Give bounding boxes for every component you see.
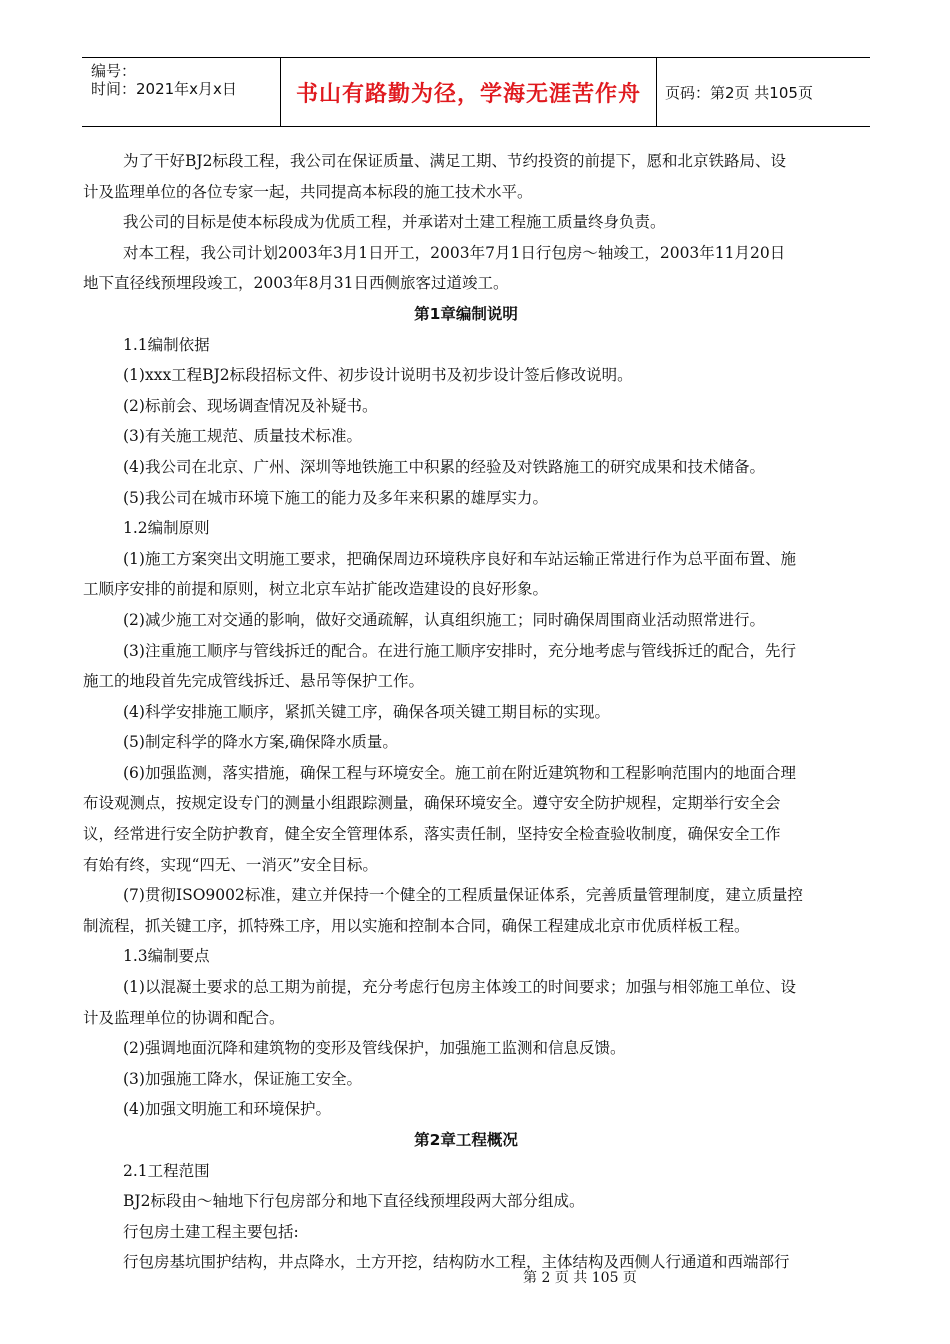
header-left-cell: [82, 58, 281, 126]
chapter-heading: 第2章工程概况: [414, 1131, 518, 1149]
paragraph-line: 1.3编制要点: [123, 947, 210, 966]
paragraph-line: 我公司的目标是使本标段成为优质工程，并承诺对土建工程施工质量终身负责。: [123, 213, 666, 232]
paragraph-continuation-line: 地下直径线预埋段竣工，2003年8月31日西侧旅客过道竣工。: [83, 274, 509, 293]
paragraph-line: (5)我公司在城市环境下施工的能力及多年来积累的雄厚实力。: [123, 488, 548, 507]
paragraph-continuation-line: 有始有终，实现“四无、一消灭”安全目标。: [83, 855, 378, 874]
paragraph-continuation-line: 施工的地段首先完成管线拆迁、悬吊等保护工作。: [83, 672, 425, 691]
page-footer: [0, 1267, 950, 1287]
chapter-heading: 第1章编制说明: [414, 304, 518, 323]
paragraph-line: BJ2标段由～轴地下行包房部分和地下直径线预埋段两大部分组成。: [123, 1192, 585, 1211]
document-time-label: 时间：2021年x月x日: [91, 80, 237, 98]
paragraph-continuation-line: 制流程，抓关键工序，抓特殊工序，用以实施和控制本合同，确保工程建成北京市优质样板工程。: [83, 916, 750, 935]
paragraph-line: (4)我公司在北京、广州、深圳等地铁施工中积累的经验及对铁路施工的研究成果和技术储备。: [123, 457, 765, 476]
paragraph-line: 为了干好BJ2标段工程，我公司在保证质量、满足工期、节约投资的前提下，愿和北京铁路局、设: [123, 152, 786, 170]
paragraph-continuation-line: 布设观测点，按规定设专门的测量小组跟踪测量，确保环境安全。遵守安全防护规程，定期举行安全会: [83, 794, 781, 813]
paragraph-continuation-line: 工顺序安排的前提和原则，树立北京车站扩能改造建设的良好形象。: [83, 580, 549, 599]
paragraph-line: 行包房土建工程主要包括:: [123, 1222, 299, 1241]
document-number-label: 编号：: [91, 62, 137, 80]
paragraph-line: (1)施工方案突出文明施工要求，把确保周边环境秩序良好和车站运输正常进行作为总平面布置、施: [123, 549, 796, 568]
paragraph-line: (4)加强文明施工和环境保护。: [123, 1100, 331, 1119]
page-header: [82, 57, 870, 127]
paragraph-line: (1)以混凝土要求的总工期为前提，充分考虑行包房主体竣工的时间要求；加强与相邻施工单位、设: [123, 978, 796, 997]
paragraph-line: (2)标前会、现场调查情况及补疑书。: [123, 396, 378, 415]
paragraph-line: 1.2编制原则: [123, 519, 210, 538]
paragraph-line: (6)加强监测，落实措施，确保工程与环境安全。施工前在附近建筑物和工程影响范围内的地面合理: [123, 763, 796, 782]
paragraph-line: (7)贯彻ISO9002标准，建立并保持一个健全的工程质量保证体系，完善质量管理制度，建立质量控: [123, 886, 803, 905]
footer-page-number: 第 2 页 共 105 页: [523, 1270, 637, 1286]
document-body: [83, 146, 849, 1278]
paragraph-line: (2)减少施工对交通的影响，做好交通疏解，认真组织施工；同时确保周围商业活动照常进行。: [123, 610, 765, 629]
paragraph-continuation-line: 议，经常进行安全防护教育，健全安全管理体系，落实责任制，坚持安全检查验收制度，确保安全工作: [83, 825, 781, 844]
paragraph-line: (5)制定科学的降水方案,确保降水质量。: [123, 733, 398, 752]
header-motto-cell: [281, 58, 657, 126]
paragraph-line: 2.1工程范围: [123, 1161, 210, 1180]
paragraph-line: 1.1编制依据: [123, 335, 210, 354]
paragraph-line: 行包房基坑围护结构，井点降水，土方开挖，结构防水工程，主体结构及西侧人行通道和西端部行: [123, 1253, 790, 1272]
header-page-cell: [657, 58, 870, 126]
paragraph-line: (4)科学安排施工顺序，紧抓关键工序，确保各项关键工期目标的实现。: [123, 702, 610, 721]
paragraph-line: (1)xxx工程BJ2标段招标文件、初步设计说明书及初步设计签后修改说明。: [123, 366, 633, 385]
paragraph-line: (3)注重施工顺序与管线拆迁的配合。在进行施工顺序安排时，充分地考虑与管线拆迁的配合，先行: [123, 641, 796, 660]
paragraph-line: (2)强调地面沉降和建筑物的变形及管线保护，加强施工监测和信息反馈。: [123, 1039, 626, 1058]
paragraph-line: (3)有关施工规范、质量技术标准。: [123, 427, 362, 446]
header-page-number: 页码：第2页 共105页: [665, 83, 813, 102]
header-motto: 书山有路勤为径，学海无涯苦作舟: [295, 81, 641, 107]
paragraph-line: 对本工程，我公司计划2003年3月1日开工，2003年7月1日行包房～轴竣工，2003年11月20日: [123, 243, 786, 262]
paragraph-line: (3)加强施工降水，保证施工安全。: [123, 1069, 362, 1088]
paragraph-continuation-line: 计及监理单位的协调和配合。: [83, 1008, 285, 1027]
paragraph-continuation-line: 计及监理单位的各位专家一起，共同提高本标段的施工技术水平。: [83, 182, 533, 201]
